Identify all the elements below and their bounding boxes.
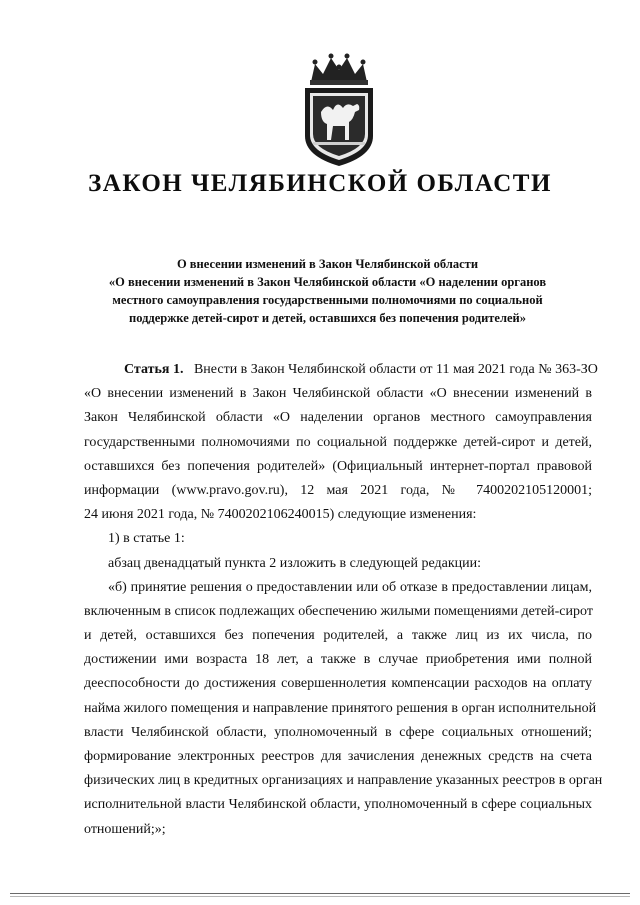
coat-of-arms-icon	[297, 50, 381, 168]
paragraph-line: оставшихся без попечения родителей» (Официальный интернет-портал правовой	[84, 458, 592, 474]
page-bottom-rule	[10, 893, 630, 894]
quote-line: исполнительной власти Челябинской области, уполномоченный в сфере социальных	[84, 797, 592, 813]
item-1: 1) в статье 1:	[108, 531, 185, 547]
quote-line: власти Челябинской области, уполномоченный в сфере социальных отношений;	[84, 724, 592, 740]
subtitle-line: О внесении изменений в Закон Челябинской области	[176, 257, 479, 271]
subtitle-line: поддержке детей-сирот и детей, оставшихся без попечения родителей»	[129, 311, 526, 325]
quote-line: отношений;»;	[84, 821, 166, 837]
paragraph-line: Внести в Закон Челябинской области от 11 мая 2021 года № 363-ЗО	[193, 362, 598, 377]
subtitle-line: местного самоуправления государственными полномочиями по социальной	[112, 293, 543, 307]
law-title: ЗАКОН ЧЕЛЯБИНСКОЙ ОБЛАСТИ	[88, 170, 552, 197]
paragraph-line: Закон Челябинской области «О наделении органов местного самоуправления	[84, 410, 592, 426]
subtitle-line: «О внесении изменений в Закон Челябинской области «О наделении органов	[108, 275, 547, 289]
quote-line: и детей, оставшихся без попечения родителей, а также лиц из их числа, по	[84, 628, 592, 644]
paragraph-line: «О внесении изменений в Закон Челябинской области «О внесении изменений в	[84, 386, 592, 402]
quote-line: включенным в список подлежащих обеспечению жилыми помещениями детей-сирот	[84, 603, 593, 619]
paragraph-line: 24 июня 2021 года, № 7400202106240015) следующие изменения:	[84, 507, 477, 523]
article-label: Статья 1.	[124, 362, 184, 377]
quote-line: формирование электронных реестров для зачисления денежных средств на счета	[84, 749, 592, 764]
quote-line: физических лиц в кредитных организациях и направление указанных реестров в орган	[84, 773, 603, 789]
law-body	[84, 358, 603, 842]
quote-line: найма жилого помещения и направление принятого решения в орган исполнительной	[84, 700, 597, 716]
law-subtitle	[60, 255, 595, 327]
quote-line: достижении ими возраста 18 лет, а также в случае приобретения ими полной	[84, 652, 592, 668]
article-1-first-line	[84, 358, 598, 382]
paragraph-line: государственными полномочиями по социальной поддержке детей-сирот и детей,	[84, 434, 592, 450]
page-bottom-rule	[10, 896, 630, 897]
quote-line: «б) принятие решения о предоставлении или об отказе в предоставлении лицам,	[108, 579, 592, 595]
paragraph-line: информации (www.pravo.gov.ru), 12 мая 2021 года, № 7400202105120001;	[84, 482, 592, 498]
item-1-text: абзац двенадцатый пункта 2 изложить в следующей редакции:	[108, 555, 482, 571]
quote-line: дееспособности до достижения совершеннолетия компенсации расходов на оплату	[84, 676, 592, 692]
